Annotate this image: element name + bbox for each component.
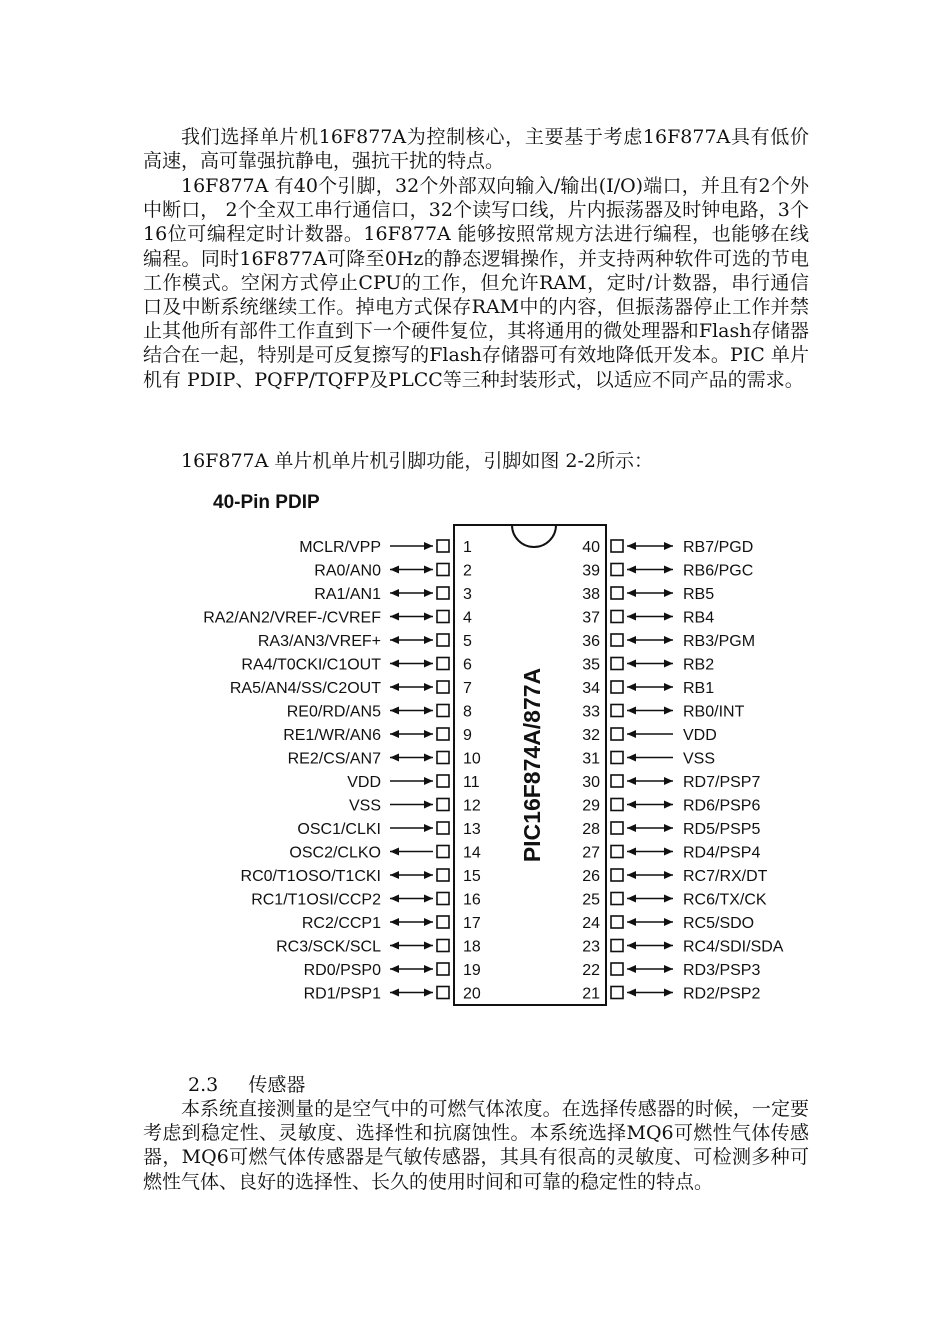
pin-17-pad (437, 916, 449, 928)
pin-3 (314, 586, 472, 603)
pin-36 (582, 633, 755, 650)
pin-label: OSC1/CLKI (297, 821, 381, 838)
pin-label: RC0/T1OSO/T1CKI (240, 868, 381, 885)
pin-10 (288, 751, 481, 768)
pin-3-pad (437, 587, 449, 599)
pin-label: RD4/PSP4 (683, 844, 761, 862)
pin-39-pad (611, 564, 623, 576)
sensor-paragraph: 本系统直接测量的是空气中的可燃气体浓度。在选择传感器的时候，一定要考虑到稳定性、灵敏度、选择性和抗腐蚀性。本系统选择MQ6可燃性气体传感器，MQ6可燃气体传感器是气敏传感器，其具有很高的灵敏度、可检测多种可燃性气体、良好的选择性、长久的使用时间和可靠的稳定性的特点。 (143, 1098, 809, 1193)
pin-description-paragraph: 16F877A 有40个引脚，32个外部双向输入/输出(I/O)端口，并且有2个外中断口， 2个全双工串行通信口，32个读写口线，片内振荡器及时钟电路，3个16位可编程定时计数器。16F877A 能够按照常规方法进行编程，也能够在线编程。同时16F877A可降至0Hz的静态逻辑操作，并支持两种软件可选的节电工作模式。空闲方式停止CPU的工作，但允许RAM，定时/计数器，串行通信口及中断系统继续工作。掉电方式保存RAM中的内容，但振荡器停止工作并禁止其他所有部件工作直到下一个硬件复位，其将通用的微处理器和Flash存储器结合在一起，特别是可反复擦写的Flash存储器可有效地降低开发本。PIC 单片机有 PDIP、PQFP/TQFP及PLCC等三种封装形式，以适应不同产品的需求。 (143, 175, 809, 391)
right-pin-group (582, 539, 784, 1003)
pin-label: RC5/SDO (683, 915, 755, 932)
pin-9 (283, 727, 472, 744)
pin-number: 11 (463, 774, 480, 791)
pin-11-pad (437, 775, 449, 787)
pin-number: 19 (463, 962, 481, 979)
pin-label: RD7/PSP7 (683, 774, 761, 791)
pin-4 (203, 610, 472, 627)
pin-number: 32 (582, 727, 600, 744)
pin-22 (582, 962, 760, 979)
pin-label: RB5 (683, 586, 715, 603)
pin-16 (251, 892, 481, 909)
figure-title: 40-Pin PDIP (213, 492, 320, 513)
pin-number: 18 (463, 938, 481, 956)
pin-21 (582, 986, 760, 1003)
pin-6 (241, 657, 472, 674)
pin-27 (582, 845, 760, 862)
pin-12-pad (437, 799, 449, 811)
pin-label: RA4/T0CKI/C1OUT (241, 656, 381, 674)
pin-label: RA5/AN4/SS/C2OUT (229, 680, 381, 697)
pin-number: 13 (463, 821, 481, 838)
pin-label: RD1/PSP1 (303, 985, 381, 1003)
pin-label: RC4/SDI/SDA (683, 938, 784, 956)
section-heading (188, 1070, 305, 1097)
pin-24-pad (611, 916, 623, 928)
pin-36-pad (611, 634, 623, 646)
pin-label: RA0/AN0 (314, 562, 381, 580)
pin-number: 23 (582, 938, 600, 956)
pin-number: 37 (582, 609, 600, 627)
pin-6-pad (437, 658, 449, 670)
pin-18-pad (437, 940, 449, 952)
pin-number: 39 (582, 562, 600, 580)
pin-1 (299, 539, 472, 556)
pin-number: 34 (582, 680, 600, 697)
pin-number: 3 (463, 586, 472, 603)
pin-20-pad (437, 987, 449, 999)
pin-number: 27 (582, 844, 600, 862)
pin-label: RB6/PGC (683, 562, 754, 580)
pin-28-pad (611, 822, 623, 834)
pin-number: 20 (463, 985, 481, 1003)
left-pin-group (203, 539, 481, 1003)
chip-part-label: PIC16F874A/877A (519, 667, 545, 863)
pin-label: RD2/PSP2 (683, 985, 761, 1003)
pinout-figure (195, 485, 835, 1015)
pin-34-pad (611, 681, 623, 693)
pin-label: OSC2/CLKO (289, 844, 381, 862)
pin-number: 16 (463, 891, 481, 909)
section-number: 2.3 (188, 1074, 219, 1096)
pin-number: 28 (582, 821, 600, 838)
pin-label: RC1/T1OSI/CCP2 (251, 891, 381, 909)
pin-number: 5 (463, 633, 472, 650)
pin-number: 7 (463, 680, 472, 697)
pin-37-pad (611, 611, 623, 623)
pin-number: 1 (463, 539, 472, 556)
pin-number: 33 (582, 703, 600, 721)
pin-number: 6 (463, 656, 472, 674)
pin-number: 35 (582, 656, 600, 674)
pin-number: 29 (582, 797, 600, 815)
pin-number: 38 (582, 586, 600, 603)
pin-label: RE1/WR/AN6 (283, 727, 381, 744)
pin-number: 40 (582, 539, 600, 556)
pin-28 (582, 821, 760, 838)
pin-number: 17 (463, 915, 481, 932)
pin-label: VDD (347, 774, 381, 791)
pin-label: MCLR/VPP (299, 539, 381, 556)
pin-14-pad (437, 846, 449, 858)
pin-label: RD0/PSP0 (303, 962, 381, 979)
pin-label: VSS (683, 750, 716, 768)
pin-9-pad (437, 728, 449, 740)
pin-40-pad (611, 540, 623, 552)
pin-label: RB1 (683, 680, 715, 697)
intro-paragraph: 我们选择单片机16F877A为控制核心，主要基于考虑16F877A具有低价高速，高可靠强抗静电，强抗干扰的特点。 (143, 126, 809, 173)
pin-7 (230, 680, 472, 697)
pin-label: RE0/RD/AN5 (286, 703, 381, 721)
pin-24 (582, 915, 754, 932)
pin-7-pad (437, 681, 449, 693)
pin-label: RE2/CS/AN7 (287, 750, 381, 768)
pin-number: 15 (463, 868, 481, 885)
pin-number: 26 (582, 868, 600, 885)
pin-number: 24 (582, 915, 600, 932)
pin-8 (287, 704, 472, 721)
pin-38-pad (611, 587, 623, 599)
pin-18 (276, 939, 481, 956)
pin-label: RB7/PGD (683, 539, 754, 556)
pin-10-pad (437, 752, 449, 764)
pin-number: 14 (463, 844, 481, 862)
pin-number: 2 (463, 562, 472, 580)
pin-30-pad (611, 775, 623, 787)
pin-1-pad (437, 540, 449, 552)
pin-2 (314, 563, 472, 580)
pin-number: 25 (582, 891, 600, 909)
pin-27-pad (611, 846, 623, 858)
pin-label: RB0/INT (683, 703, 745, 721)
pin-label: RC2/CCP1 (301, 915, 381, 932)
pin-label: RD5/PSP5 (683, 821, 761, 838)
pin-13-pad (437, 822, 449, 834)
pin-19-pad (437, 963, 449, 975)
pin-5-pad (437, 634, 449, 646)
pin-25-pad (611, 893, 623, 905)
pin-40 (582, 539, 753, 556)
pin-number: 30 (582, 774, 600, 791)
pin-number: 4 (463, 609, 472, 627)
pin-5 (258, 633, 472, 650)
pin-2-pad (437, 564, 449, 576)
pin-number: 22 (582, 962, 600, 979)
pin-25 (582, 892, 767, 909)
pin-number: 36 (582, 633, 600, 650)
pin-29-pad (611, 799, 623, 811)
pin-label: RB2 (683, 656, 715, 674)
pin-31-pad (611, 752, 623, 764)
pin-39 (582, 563, 753, 580)
pin-label: RB3/PGM (683, 633, 756, 650)
pin-23 (582, 939, 784, 956)
pin-number: 10 (463, 750, 481, 768)
pin-30 (582, 774, 760, 791)
pin-number: 9 (463, 727, 472, 744)
pin-label: RB4 (683, 609, 715, 627)
pin-23-pad (611, 940, 623, 952)
section-title: 传感器 (248, 1074, 306, 1096)
pin-label: RD6/PSP6 (683, 797, 761, 815)
pin-21-pad (611, 987, 623, 999)
pin-number: 12 (463, 797, 481, 815)
pin-26-pad (611, 869, 623, 881)
pin-label: RA2/AN2/VREF-/CVREF (203, 609, 381, 627)
pin-label: RC3/SCK/SCL (276, 938, 381, 956)
pin-16-pad (437, 893, 449, 905)
pin-number: 8 (463, 703, 472, 721)
pin-22-pad (611, 963, 623, 975)
pin-label: RC6/TX/CK (683, 891, 767, 909)
figure-caption-paragraph: 16F877A 单片机单片机引脚功能，引脚如图 2-2所示： (181, 450, 654, 472)
pin-35-pad (611, 658, 623, 670)
pin-29 (582, 798, 760, 815)
pin-26 (582, 868, 767, 885)
pin-15-pad (437, 869, 449, 881)
pin-14 (289, 845, 480, 862)
pin-label: RC7/RX/DT (683, 868, 768, 885)
pin-32-pad (611, 728, 623, 740)
pin-label: VDD (683, 727, 717, 744)
pin-label: RD3/PSP3 (683, 962, 761, 979)
pin-label: VSS (348, 797, 381, 815)
pin-label: RA1/AN1 (314, 586, 381, 603)
pin-4-pad (437, 611, 449, 623)
pin-8-pad (437, 705, 449, 717)
pin-33-pad (611, 705, 623, 717)
pin-number: 21 (582, 985, 600, 1003)
pin-number: 31 (582, 750, 600, 768)
pin-15 (241, 868, 481, 885)
pin-label: RA3/AN3/VREF+ (257, 633, 381, 650)
